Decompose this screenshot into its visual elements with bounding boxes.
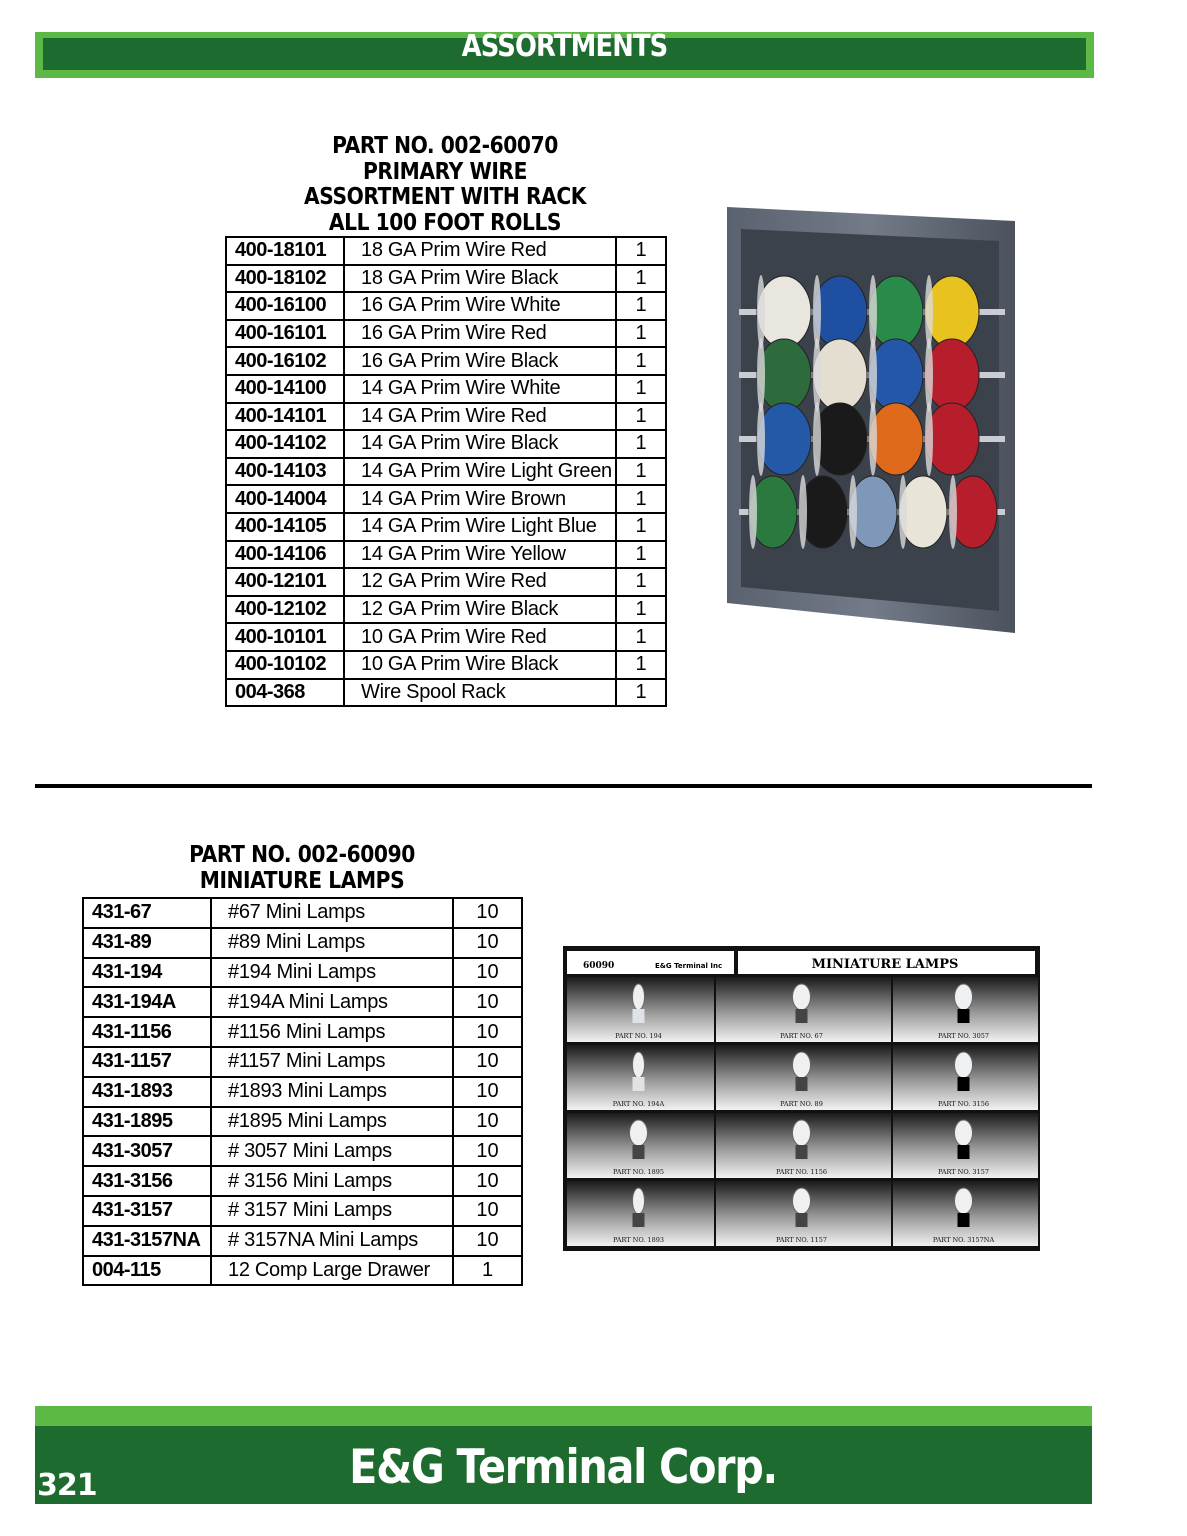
table-row [83, 928, 522, 958]
table-row [226, 485, 666, 513]
quantity-cell: 1 [616, 651, 666, 679]
wire-spool [813, 403, 867, 475]
part-number-cell: 400-16100 [226, 292, 344, 320]
quantity-cell: 1 [616, 430, 666, 458]
quantity-cell: 10 [453, 898, 522, 928]
description-cell: 14 GA Prim Wire White [344, 375, 616, 403]
part-number-cell: 400-14101 [226, 403, 344, 431]
quantity-cell: 10 [453, 1047, 522, 1077]
description-cell: # 3156 Mini Lamps [211, 1166, 453, 1196]
part-number-cell: 431-1893 [83, 1077, 211, 1107]
part-number-cell: 004-115 [83, 1256, 211, 1286]
lamp-title-line: MINIATURE LAMPS [199, 867, 405, 894]
quantity-cell: 1 [616, 623, 666, 651]
wire-spool-rack-image [727, 207, 1015, 633]
table-row [226, 430, 666, 458]
description-cell: 16 GA Prim Wire Red [344, 320, 616, 348]
table-row [83, 1017, 522, 1047]
wire-spool [757, 403, 811, 475]
spool-flange [899, 475, 907, 549]
quantity-cell: 1 [616, 347, 666, 375]
quantity-cell: 10 [453, 1017, 522, 1047]
part-number-cell: 400-14100 [226, 375, 344, 403]
table-row [83, 1047, 522, 1077]
lamp-bulb-base [633, 1213, 645, 1227]
wire-spool [925, 339, 979, 411]
wire-spool [813, 339, 867, 411]
quantity-cell: 1 [616, 320, 666, 348]
lamp-bulb-glass [955, 1188, 973, 1214]
description-cell: 14 GA Prim Wire Light Green [344, 458, 616, 486]
lamp-bulb-glass [633, 1052, 645, 1078]
lamp-parts-table [82, 897, 523, 1286]
part-number-cell: 431-3057 [83, 1136, 211, 1166]
description-cell: 10 GA Prim Wire Black [344, 651, 616, 679]
table-row [226, 568, 666, 596]
board-title: MINIATURE LAMPS [811, 957, 959, 972]
section-divider [35, 784, 1092, 788]
table-row [83, 958, 522, 988]
wire-title-line: ALL 100 FOOT ROLLS [328, 209, 562, 236]
description-cell: #194 Mini Lamps [211, 958, 453, 988]
table-row [226, 541, 666, 569]
lamp-bulb-glass [793, 984, 811, 1010]
description-cell: #1157 Mini Lamps [211, 1047, 453, 1077]
quantity-cell: 1 [616, 237, 666, 265]
table-row [226, 403, 666, 431]
table-row [226, 623, 666, 651]
part-number-cell: 400-14106 [226, 541, 344, 569]
spool-flange [813, 338, 821, 412]
quantity-cell: 1 [616, 485, 666, 513]
wire-spool [869, 276, 923, 348]
quantity-cell: 10 [453, 928, 522, 958]
part-number-cell: 004-368 [226, 679, 344, 707]
lamp-bulb-glass [955, 1052, 973, 1078]
lamp-bulb-glass [793, 1188, 811, 1214]
description-cell: #89 Mini Lamps [211, 928, 453, 958]
lamp-bulb-glass [793, 1120, 811, 1146]
board-brand: E&G Terminal Inc [655, 962, 723, 970]
lamp-cell-label: PART NO. 1895 [613, 1168, 664, 1176]
table-row [83, 1166, 522, 1196]
lamp-bulb-base [958, 1009, 970, 1023]
spool-flange [869, 338, 877, 412]
part-number-cell: 431-3157 [83, 1196, 211, 1226]
lamp-bulb-base [796, 1009, 808, 1023]
wire-spool [813, 276, 867, 348]
part-number-cell: 431-1156 [83, 1017, 211, 1047]
spool-flange [757, 338, 765, 412]
lamp-bulb-glass [630, 1120, 648, 1146]
wire-parts-table [225, 236, 667, 707]
part-number-cell: 400-14004 [226, 485, 344, 513]
quantity-cell: 10 [453, 1136, 522, 1166]
wire-spool [925, 276, 979, 348]
description-cell: 12 GA Prim Wire Red [344, 568, 616, 596]
part-number-cell: 400-10102 [226, 651, 344, 679]
spool-flange [949, 475, 957, 549]
description-cell: 16 GA Prim Wire Black [344, 347, 616, 375]
spool-flange [925, 275, 933, 349]
spool-flange [869, 402, 877, 476]
description-cell: #67 Mini Lamps [211, 898, 453, 928]
spool-flange [925, 338, 933, 412]
description-cell: #194A Mini Lamps [211, 987, 453, 1017]
table-row [226, 292, 666, 320]
lamp-bulb-glass [633, 984, 645, 1010]
part-number-cell: 431-67 [83, 898, 211, 928]
description-cell: 16 GA Prim Wire White [344, 292, 616, 320]
quantity-cell: 10 [453, 958, 522, 988]
quantity-cell: 1 [616, 375, 666, 403]
lamp-cell-label: PART NO. 194A [612, 1100, 665, 1108]
description-cell: 12 GA Prim Wire Black [344, 596, 616, 624]
lamp-bulb-base [958, 1077, 970, 1091]
table-row [226, 458, 666, 486]
description-cell: # 3157 Mini Lamps [211, 1196, 453, 1226]
quantity-cell: 10 [453, 1196, 522, 1226]
spool-flange [799, 475, 807, 549]
table-row [226, 375, 666, 403]
spool-flange [757, 402, 765, 476]
lamp-cell-label: PART NO. 194 [615, 1032, 662, 1040]
table-row [226, 651, 666, 679]
table-row [83, 1256, 522, 1286]
spool-flange [757, 275, 765, 349]
footer-company-text: E&G Terminal Corp. [349, 1440, 778, 1495]
lamp-bulb-glass [955, 1120, 973, 1146]
table-row [226, 265, 666, 293]
spool-flange [813, 402, 821, 476]
lamp-bulb-glass [955, 984, 973, 1010]
quantity-cell: 1 [616, 265, 666, 293]
spool-flange [849, 475, 857, 549]
quantity-cell: 10 [453, 1166, 522, 1196]
description-cell: # 3057 Mini Lamps [211, 1136, 453, 1166]
lamp-bulb-glass [793, 1052, 811, 1078]
part-number-cell: 400-12101 [226, 568, 344, 596]
description-cell: #1895 Mini Lamps [211, 1107, 453, 1137]
quantity-cell: 1 [616, 513, 666, 541]
quantity-cell: 1 [616, 568, 666, 596]
quantity-cell: 10 [453, 1077, 522, 1107]
quantity-cell: 1 [616, 458, 666, 486]
lamp-bulb-base [796, 1145, 808, 1159]
description-cell: 14 GA Prim Wire Black [344, 430, 616, 458]
part-number-cell: 400-18101 [226, 237, 344, 265]
part-number-cell: 400-14102 [226, 430, 344, 458]
wire-section-title [226, 134, 664, 236]
part-number-cell: 431-1157 [83, 1047, 211, 1077]
description-cell: 10 GA Prim Wire Red [344, 623, 616, 651]
quantity-cell: 10 [453, 987, 522, 1017]
table-row [226, 347, 666, 375]
part-number-cell: 400-18102 [226, 265, 344, 293]
description-cell: 14 GA Prim Wire Brown [344, 485, 616, 513]
part-number-cell: 400-14105 [226, 513, 344, 541]
quantity-cell: 1 [453, 1256, 522, 1286]
wire-title-line: ASSORTMENT WITH RACK [303, 184, 586, 210]
spool-flange [925, 402, 933, 476]
quantity-cell: 1 [616, 403, 666, 431]
lamp-section-title [83, 843, 521, 894]
part-number-cell: 431-194 [83, 958, 211, 988]
lamp-bulb-base [633, 1009, 645, 1023]
table-row [226, 679, 666, 707]
table-row [83, 1196, 522, 1226]
lamp-cell-label: PART NO. 3156 [938, 1100, 989, 1108]
table-row [226, 513, 666, 541]
footer-company [35, 1440, 1092, 1495]
part-number-cell: 431-194A [83, 987, 211, 1017]
spool-flange [749, 475, 757, 549]
lamp-cell-label: PART NO. 67 [780, 1032, 823, 1040]
spool-flange [813, 275, 821, 349]
table-row [83, 987, 522, 1017]
lamp-bulb-base [958, 1213, 970, 1227]
quantity-cell: 10 [453, 1107, 522, 1137]
board-number: 60090 [583, 961, 615, 971]
miniature-lamps-board-image [563, 946, 1040, 1251]
quantity-cell: 1 [616, 679, 666, 707]
lamp-bulb-base [633, 1145, 645, 1159]
description-cell: 14 GA Prim Wire Yellow [344, 541, 616, 569]
part-number-cell: 400-14103 [226, 458, 344, 486]
spool-flange [869, 275, 877, 349]
table-row [83, 898, 522, 928]
wire-spool [757, 339, 811, 411]
wire-title-line: PRIMARY WIRE [363, 158, 527, 185]
part-number-cell: 431-89 [83, 928, 211, 958]
part-number-cell: 400-16101 [226, 320, 344, 348]
lamp-cell-label: PART NO. 89 [780, 1100, 823, 1108]
lamp-cell-label: PART NO. 1157 [776, 1236, 827, 1244]
description-cell: 18 GA Prim Wire Red [344, 237, 616, 265]
wire-spool [757, 276, 811, 348]
footer-band-light [35, 1406, 1092, 1426]
lamp-cell-label: PART NO. 3157 [938, 1168, 989, 1176]
quantity-cell: 10 [453, 1226, 522, 1256]
table-row [83, 1107, 522, 1137]
table-row [83, 1226, 522, 1256]
page-number: 321 [37, 1468, 97, 1503]
part-number-cell: 400-12102 [226, 596, 344, 624]
part-number-cell: 431-1895 [83, 1107, 211, 1137]
lamp-bulb-base [796, 1077, 808, 1091]
part-number-cell: 431-3157NA [83, 1226, 211, 1256]
quantity-cell: 1 [616, 541, 666, 569]
description-cell: #1893 Mini Lamps [211, 1077, 453, 1107]
lamp-bulb-base [796, 1213, 808, 1227]
quantity-cell: 1 [616, 292, 666, 320]
lamp-cell-label: PART NO. 1893 [613, 1236, 664, 1244]
description-cell: # 3157NA Mini Lamps [211, 1226, 453, 1256]
table-row [83, 1077, 522, 1107]
lamp-bulb-base [633, 1077, 645, 1091]
table-row [226, 596, 666, 624]
lamp-cell-label: PART NO. 1156 [776, 1168, 827, 1176]
table-row [226, 320, 666, 348]
lamp-cell-label: PART NO. 3157NA [932, 1236, 995, 1244]
wire-spool [869, 339, 923, 411]
table-row [226, 237, 666, 265]
wire-spool [925, 403, 979, 475]
lamp-bulb-base [958, 1145, 970, 1159]
quantity-cell: 1 [616, 596, 666, 624]
page-title: ASSORTMENTS [461, 29, 668, 64]
part-number-cell: 400-16102 [226, 347, 344, 375]
description-cell: 18 GA Prim Wire Black [344, 265, 616, 293]
part-number-cell: 400-10101 [226, 623, 344, 651]
wire-spool [869, 403, 923, 475]
table-row [83, 1136, 522, 1166]
description-cell: Wire Spool Rack [344, 679, 616, 707]
description-cell: #1156 Mini Lamps [211, 1017, 453, 1047]
description-cell: 12 Comp Large Drawer [211, 1256, 453, 1286]
description-cell: 14 GA Prim Wire Red [344, 403, 616, 431]
description-cell: 14 GA Prim Wire Light Blue [344, 513, 616, 541]
lamp-cell-label: PART NO. 3057 [938, 1032, 989, 1040]
wire-title-line: PART NO. 002-60070 [332, 133, 558, 159]
lamp-bulb-glass [633, 1188, 645, 1214]
part-number-cell: 431-3156 [83, 1166, 211, 1196]
lamp-title-line: PART NO. 002-60090 [189, 842, 415, 868]
